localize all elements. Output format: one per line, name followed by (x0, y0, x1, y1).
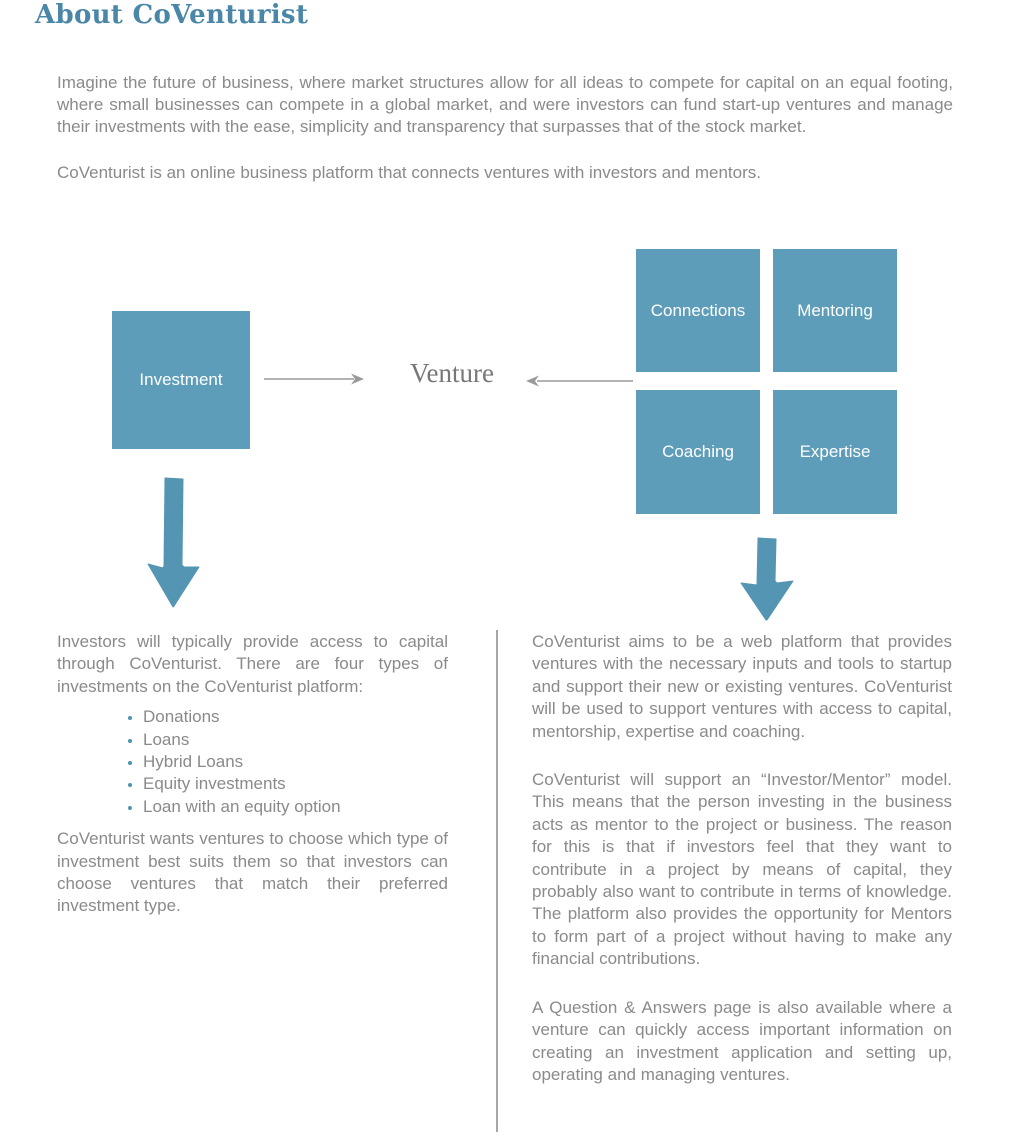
support-box-connections-label: Connections (650, 300, 746, 320)
support-box-expertise (773, 390, 897, 514)
investor-mentor-paragraph: CoVenturist will support an “Investor/Mentor” model. This means that the person investing in the business acts as mentor to the project or business. The reason for this is that if investors feel that they want to contribute in a project by means of capital, they probably also want to contribute in terms of knowledge. The platform also provides the opportunity for Mentors to form part of a project without having to make any financial contributions. (532, 770, 952, 969)
investment-types-paragraph: Investors will typically provide access to capital through CoVenturist. There are four types of investments on the CoVenturist platform: (57, 632, 448, 696)
support-box-coaching (636, 390, 760, 514)
support-box-mentoring (773, 249, 897, 372)
qa-page-paragraph: A Question & Answers page is also available where a venture can quickly access important information on creating an investment application and setting up, operating and managing ventures. (532, 997, 952, 1084)
arrow-support-to-venture-icon (524, 372, 634, 390)
platform-column (532, 631, 952, 1086)
list-item: • Hybrid Loans (143, 751, 448, 773)
list-item: • Loans (143, 729, 448, 751)
support-down-arrow-icon (737, 536, 797, 624)
support-box-mentoring-label: Mentoring (797, 300, 873, 320)
support-box-coaching-label: Coaching (662, 442, 734, 461)
intro-paragraph-1: Imagine the future of business, where market structures allow for all ideas to compete for capital on an equal footing, where small businesses can compete in a global market, and were investors can fund start-up ventures and manage their investments with the ease, simplicity and transparency that surpasses that of the stock market. (57, 73, 953, 136)
investment-down-arrow-icon (142, 476, 206, 610)
investment-choice-paragraph: CoVenturist wants ventures to choose which type of investment best suits them so that investors can choose ventures that match their preferred investment type. (57, 829, 448, 916)
investment-types-list (57, 706, 448, 818)
platform-aims-paragraph: CoVenturist aims to be a web platform that provides ventures with the necessary inputs and tools to startup and support their new or existing ventures. CoVenturist will be used to support ventures with access to capital, mentorship, expertise and coaching. (532, 632, 952, 741)
venture-label: Venture (410, 358, 494, 388)
intro-paragraph-2: CoVenturist is an online business platform that connects ventures with investors and mentors. (57, 163, 761, 182)
page-title: About CoVenturist (35, 0, 309, 30)
investors-column (57, 631, 448, 918)
arrow-investment-to-venture-icon (263, 370, 365, 388)
intro-section (57, 72, 953, 208)
list-item: • Donations (143, 706, 448, 728)
support-box-expertise-label: Expertise (799, 442, 871, 461)
support-box-connections (636, 249, 760, 372)
list-item: • Equity investments (143, 773, 448, 795)
investment-box-label: Investment (139, 370, 223, 389)
list-item: • Loan with an equity option (143, 796, 448, 818)
investment-box (112, 311, 250, 449)
column-divider (496, 630, 498, 1132)
